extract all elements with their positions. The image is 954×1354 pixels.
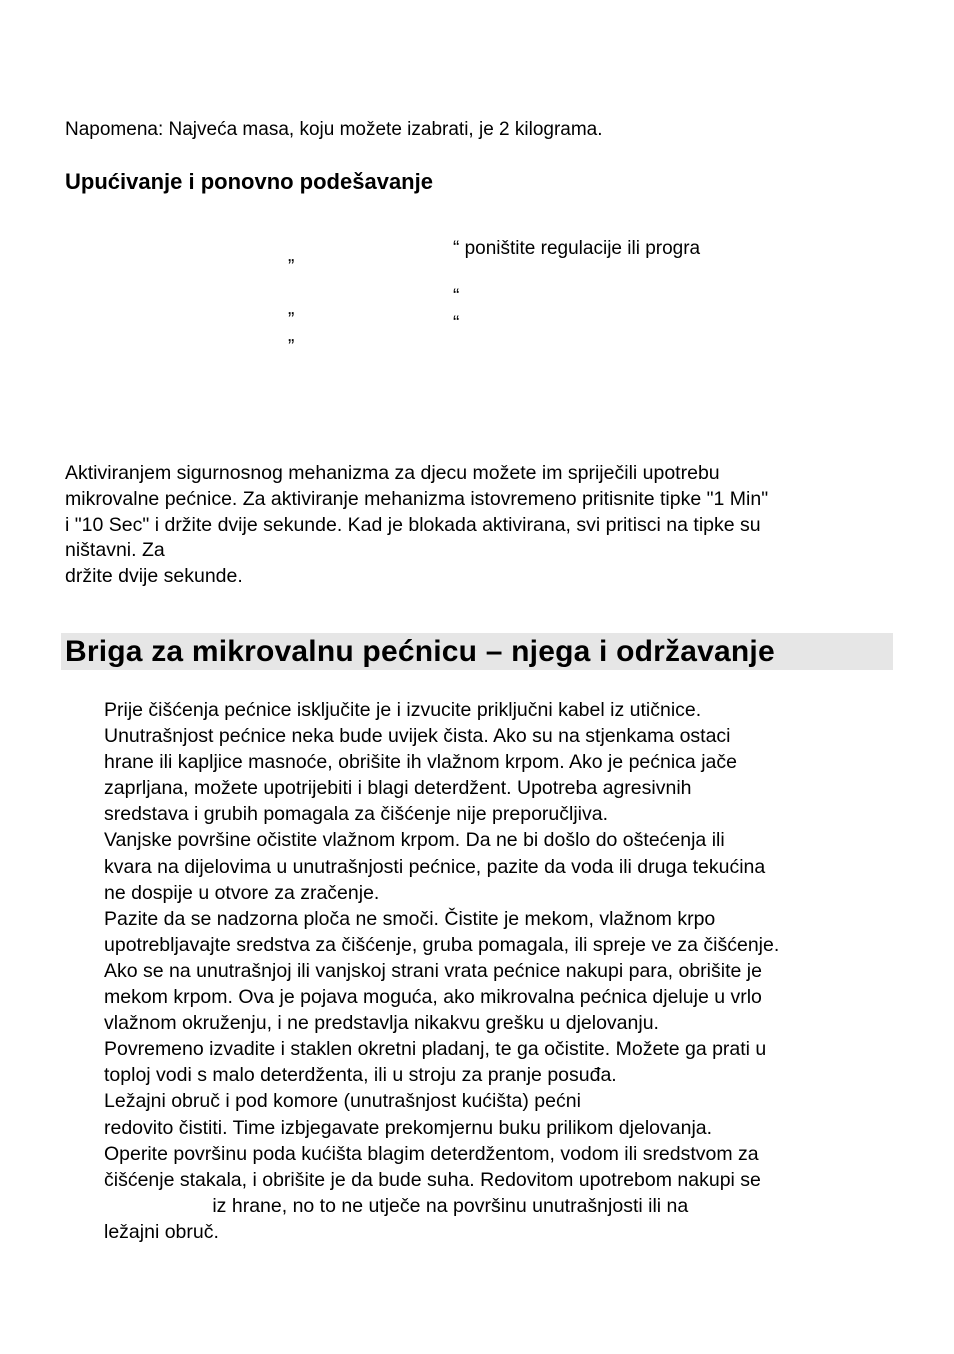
note-text: Napomena: Najveća masa, koju možete izabrati, je 2 kilograma. [65,119,603,140]
section-heading-reset: Upućivanje i ponovno podešavanje [65,169,433,194]
care-line: redovito čistiti. Time izbjegavate prekomjernu buku prilikom djelovanja. [104,1116,713,1139]
quote-open-4: „ [288,325,295,346]
care-line: Unutrašnjost pećnice neka bude uvijek čista. Ako su na stjenkama ostaci [104,725,731,748]
care-line: iz hrane, no to ne utječe na površinu unutrašnjosti ili na [104,1194,689,1217]
child-lock-line: mikrovalne pećnice. Za aktiviranje mehanizma istovremeno pritisnite tipke "1 Min" [65,487,769,510]
care-line: ležajni obruč. [104,1220,219,1243]
care-line: sredstava i grubih pomagala za čišćenje nije preporučljiva. [104,803,609,826]
care-line: Prije čišćenja pećnice isključite je i izvucite priključni kabel iz utičnice. [104,699,702,721]
quote-open-3: „ [288,298,295,319]
care-line: upotrebljavajte sredstva za čišćenje, gruba pomagala, ili spreje ve za čišćenje. [104,933,780,956]
care-line: čišćenje stakala, i obrišite je da bude suha. Redovitom upotrebom nakupi se [104,1168,761,1191]
care-line: hrane ili kapljice masnoće, obrišite ih vlažnom krpom. Ako je pećnica jače [104,751,737,774]
quote-open-1: „ [288,245,295,266]
care-heading: Briga za mikrovalnu pećnicu – njega i održavanje [65,635,775,668]
care-line: Vanjske površine očistite vlažnom krpom. Da ne bi došlo do oštećenja ili [104,829,725,852]
child-lock-line: ništavni. Za [65,539,165,562]
care-line: Ležajni obruč i pod komore (unutrašnjost kućišta) pećni [104,1090,581,1113]
child-lock-line: Aktiviranjem sigurnosnog mehanizma za djecu možete im spriječili upotrebu [65,462,720,484]
child-lock-line: držite dvije sekunde. [65,565,243,588]
care-line: kvara na dijelovima u unutrašnjosti pećnice, pazite da voda ili druga tekućina [104,855,766,878]
child-lock-paragraph [65,461,768,590]
care-paragraphs [104,697,779,1245]
quote-close-2: “ [453,286,460,307]
care-line: Ako se na unutrašnjoj ili vanjskoj strani vrata pećnice nakupi para, obrišite je [104,959,762,982]
care-line: toploj vodi s malo deterdženta, ili u stroju za pranje posuđa. [104,1064,617,1087]
quote-close-3: “ [453,313,460,334]
child-lock-line: i "10 Sec" i držite dvije sekunde. Kad je blokada aktivirana, svi pritisci na tipke su [65,513,761,536]
care-line: Povremeno izvadite i staklen okretni pladanj, te ga očistite. Možete ga prati u [104,1038,767,1061]
care-heading-banner [61,633,893,670]
care-line: Pazite da se nadzorna ploča ne smoči. Čistite je mekom, vlažnom krpo [104,907,716,930]
reset-instruction-fragment: “ poništite regulacije ili progra [453,238,701,259]
care-line: Operite površinu poda kućišta blagim deterdžentom, vodom ili sredstvom za [104,1142,759,1165]
care-line: zaprljana, možete upotrijebiti i blagi deterdžent. Upotreba agresivnih [104,777,692,800]
care-line: mekom krpom. Ova je pojava moguća, ako mikrovalna pećnica djeluje u vrlo [104,986,762,1009]
care-line: ne dospije u otvore za zračenje. [104,881,380,904]
care-line: vlažnom okruženju, i ne predstavlja nikakvu grešku u djelovanju. [104,1012,659,1035]
